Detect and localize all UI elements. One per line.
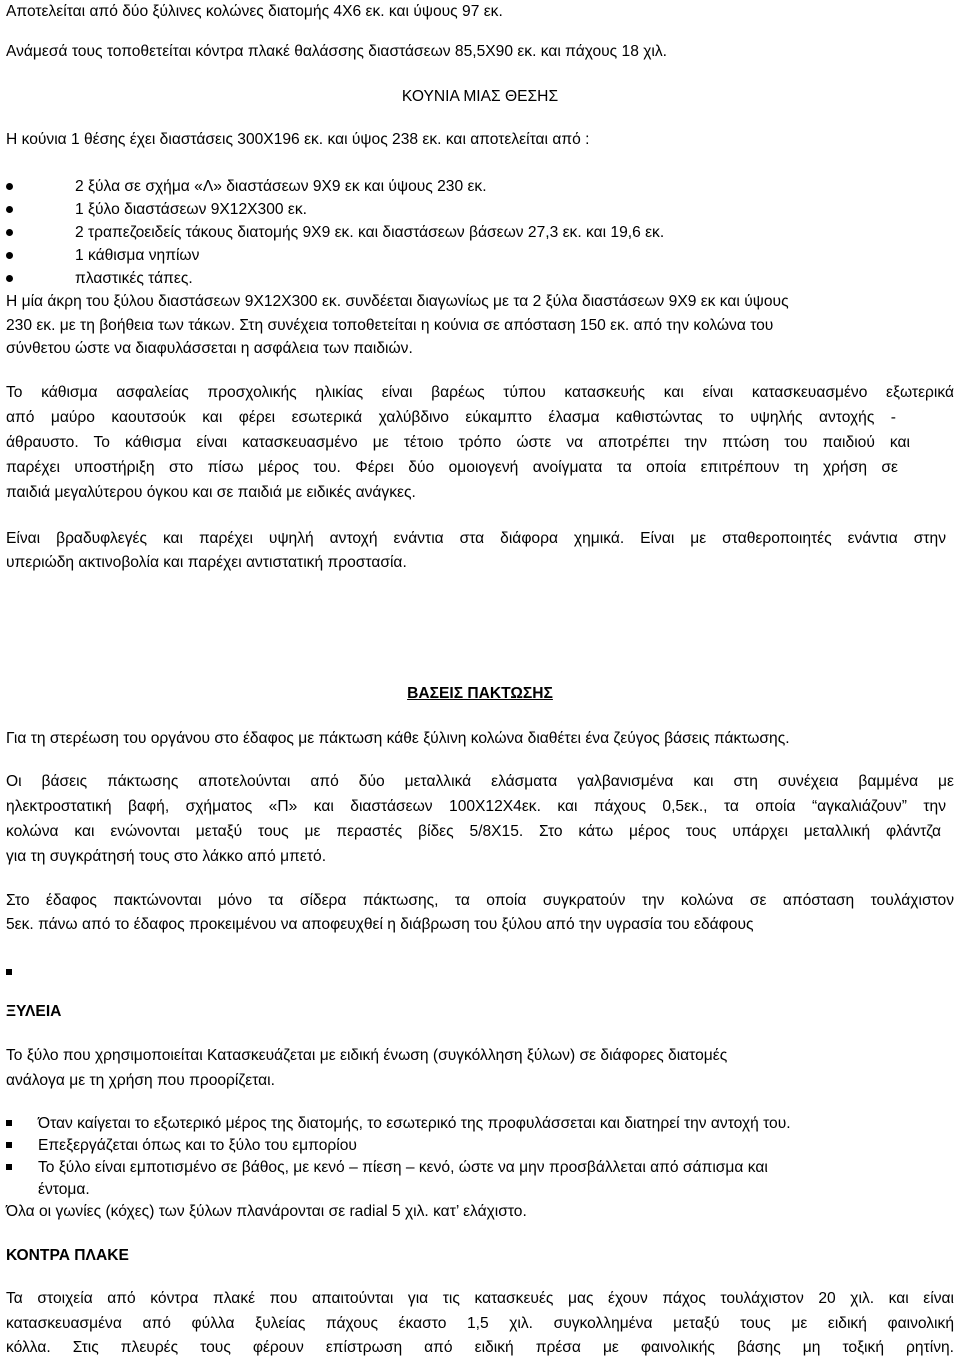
list-item-text: 2 ξύλα σε σχήμα «Λ» διαστάσεων 9Χ9 εκ και ύψους 230 εκ. [75,178,487,195]
paragraph-line: κολώνα και ενώνονται μεταξύ τους με περαστές βίδες 5/8Χ15. Στο κάτω μέρος τους υπάρχει μεταλλική φλάντζα [6,823,941,840]
paragraph-line: άθραυστο. Το κάθισμα είναι κατασκευασμένο με τέτοιο τρόπο ώστε να αποτρέπει την πτώση του παιδιού και [6,434,910,451]
bullet-dot-icon [6,206,13,213]
bullet-dot-icon [6,229,13,236]
paragraph-line: για τη συγκράτησή τους στο λάκκο από μπετό. [6,848,327,865]
list-item-text: Όταν καίγεται το εξωτερικό μέρος της διατομής, το εσωτερικό της προφυλάσσεται και διατηρεί την αντοχή του. [38,1115,791,1132]
list-item-text: πλαστικές τάπες. [75,270,193,287]
bullet-dot-icon [6,275,13,282]
list-item-text: 1 κάθισμα νηπίων [75,247,200,264]
paragraph-line: από μαύρο καουτσούκ και φέρει εσωτερικά χαλύβδινο εύκαμπτο έλασμα καθιστώντας το υψηλής αντοχής - [6,409,896,426]
paragraph-line: υπεριώδη ακτινοβολία και παρέχει αντιστατική προστασία. [6,554,407,571]
paragraph-line: Το ξύλο που χρησιμοποιείται Κατασκευάζεται με ειδική ένωση (συγκόλληση ξύλων) σε διάφορες διατομές [6,1047,728,1064]
paragraph-line: σύνθετου ώστε να διαφυλάσσεται η ασφάλεια των παιδιών. [6,340,413,357]
paragraph-line: κόλλα. Στις πλευρές τους φέρουν επίστρωση από ειδική πρέσα με φαινολικής βάσης μη τοξική ρητίνη. [6,1339,954,1356]
square-bullet-icon [6,1164,12,1170]
paragraph-line: Στο έδαφος πακτώνονται μόνο τα σίδερα πάκτωσης, τα οποία συγκρατούν την κολώνα σε απόσταση τουλάχιστον [6,892,954,909]
crib-intro: Η κούνια 1 θέσης έχει διαστάσεις 300Χ196 εκ. και ύψος 238 εκ. και αποτελείται από : [6,131,590,148]
paragraph-line: παιδιά μεγαλύτερου όγκου και σε παιδιά με ειδικές ανάγκες. [6,484,416,501]
paragraph-line: 5εκ. πάνω από το έδαφος προκειμένου να αποφευχθεί η διάβρωση του ξύλου από την υγρασία του εδάφους [6,916,754,933]
intro-line-1: Αποτελείται από δύο ξύλινες κολώνες διατομής 4Χ6 εκ. και ύψους 97 εκ. [6,3,503,20]
square-bullet-icon [6,1120,12,1126]
wood-corners-note: Όλα οι γωνίες (κόχες) των ξύλων πλανάρονται σε radial 5 χιλ. κατ’ ελάχιστο. [6,1203,527,1220]
paragraph-line: Το κάθισμα ασφαλείας προσχολικής ηλικίας είναι βαρέως τύπου κατασκευής και είναι κατασκευασμένο εξωτερικά [6,384,954,401]
paragraph-line: 230 εκ. με τη βοήθεια των τάκων. Στη συνέχεια τοποθετείται η κούνια σε απόσταση 150 εκ. από την κολώνα του [6,317,774,334]
paragraph-line: ανάλογα με τη χρήση που προορίζεται. [6,1072,275,1089]
paragraph-line: Είναι βραδυφλεγές και παρέχει υψηλή αντοχή ενάντια στα διάφορα χημικά. Είναι με σταθεροποιητές ενάντια στην [6,530,946,547]
square-bullet-icon [6,1142,12,1148]
empty-bullet-icon [6,969,12,975]
plywood-title: ΚΟΝΤΡΑ ΠΛΑΚΕ [6,1247,129,1264]
paragraph-line: ηλεκτροστατική βαφή, σχήματος «Π» και διαστάσεων 100Χ12Χ4εκ. και πάχους 0,5εκ., τα οποία “αγκαλιάζουν” την [6,798,946,815]
paragraph-line: Η μία άκρη του ξύλου διαστάσεων 9Χ12Χ300 εκ. συνδέεται διαγωνίως με τα 2 ξύλα διαστάσεων 9Χ9 εκ και ύψους [6,293,789,310]
bullet-dot-icon [6,183,13,190]
list-item-text: 1 ξύλο διαστάσεων 9Χ12Χ300 εκ. [75,201,307,218]
paragraph-line: κατασκευασμένα από φύλλα ξυλείας πάχους έκαστο 1,5 χιλ. συγκολλημένα μεταξύ τους με ειδική φαινολική [6,1315,954,1332]
paragraph-line: Τα στοιχεία από κόντρα πλακέ που απαιτούνται για τις κατασκευές μας έχουν πάχος τουλάχιστον 20 χιλ. και είναι [6,1290,954,1307]
intro-line-2: Ανάμεσά τους τοποθετείται κόντρα πλακέ θαλάσσης διαστάσεων 85,5Χ90 εκ. και πάχους 18 χιλ. [6,43,667,60]
bullet-dot-icon [6,252,13,259]
list-item-text: Το ξύλο είναι εμποτισμένο σε βάθος, με κενό – πίεση – κενό, ώστε να μην προσβάλλεται από σάπισμα και [38,1159,768,1176]
bases-paragraph-1: Για τη στερέωση του οργάνου στο έδαφος με πάκτωση κάθε ξύλινη κολώνα διαθέτει ένα ζεύγος βάσεις πάκτωσης. [6,730,790,747]
paragraph-line: παρέχει υποστήριξη στο πίσω μέρος του. Φέρει δύο ομοιογενή ανοίγματα τα οποία επιτρέπουν τη χρήση σε [6,459,898,476]
paragraph-line: Οι βάσεις πάκτωσης αποτελούνται από δύο μεταλλικά ελάσματα γαλβανισμένα και στη συνέχεια βαμμένα με [6,773,954,790]
list-item-text: Επεξεργάζεται όπως και το ξύλο του εμπορίου [38,1137,357,1154]
list-item-text: έντομα. [38,1181,90,1198]
crib-title: ΚΟΥΝΙΑ ΜΙΑΣ ΘΕΣΗΣ [401,88,559,105]
bases-title: ΒΑΣΕΙΣ ΠΑΚΤΩΣΗΣ [407,685,553,702]
wood-title: ΞΥΛΕΙΑ [6,1003,62,1020]
list-item-text: 2 τραπεζοειδείς τάκους διατομής 9Χ9 εκ. και διαστάσεων βάσεων 27,3 εκ. και 19,6 εκ. [75,224,665,241]
